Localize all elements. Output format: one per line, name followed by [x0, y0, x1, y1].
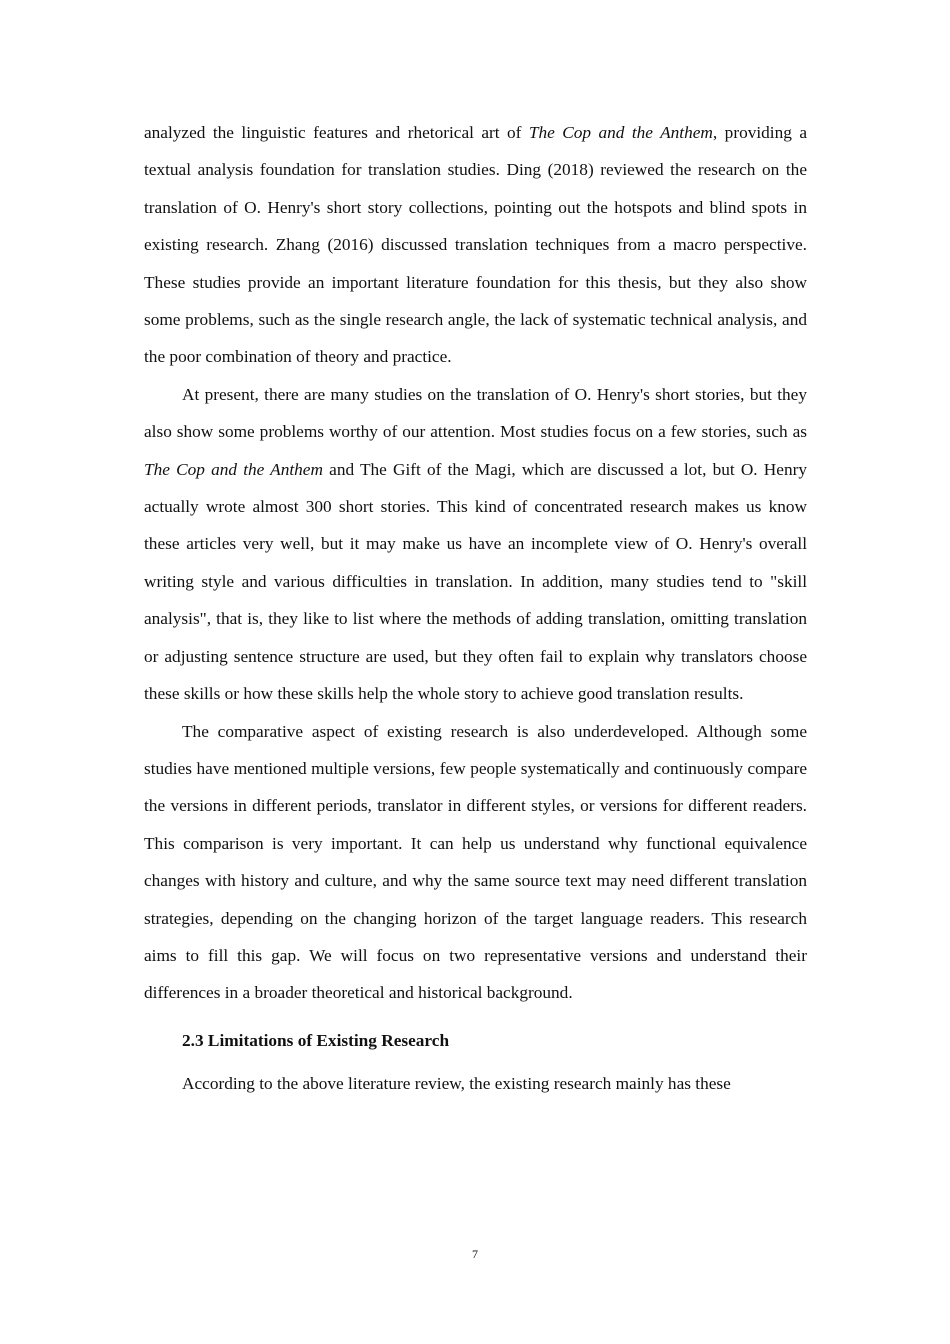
paragraph-text: and The Gift of the Magi, which are discussed a lot, but O. Henry actually wrote almost 300 short stories. This kind of concentrated research makes us know these articles very well, but it may make us have an incomplete view of O. Henry's overall writing style and various difficulties in translation. In addition, many studies tend to "skill analysis", that is, they like to list where the methods of adding translation, omitting translation or adjusting sentence structure are used, but they often fail to explain why translators choose these skills or how these skills help the whole story to achieve good translation results. — [144, 459, 807, 704]
paragraph-current-studies — [144, 376, 807, 713]
work-title: The Cop and the Anthem — [528, 123, 713, 142]
paragraph-text: , providing a textual analysis foundation for translation studies. Ding (2018) reviewed the research on the translation of O. Henry's short story collections, pointing out the hotspots and blind spots in existing research. Zhang (2016) discussed translation techniques from a macro perspective. These studies provide an important literature foundation for this thesis, but they also show some problems, such as the single research angle, the lack of systematic technical analysis, and the poor combination of theory and practice. — [144, 123, 807, 367]
document-body — [144, 114, 807, 1103]
paragraph-literature-foundation — [144, 114, 807, 376]
paragraph-text: analyzed the linguistic features and rhetorical art of — [144, 123, 529, 142]
paragraph-text: At present, there are many studies on the translation of O. Henry's short stories, but they also show some problems worthy of our attention. Most studies focus on a few stories, such as — [144, 384, 807, 442]
work-title: The Cop and the Anthem — [144, 459, 323, 479]
paragraph-limitations-intro: According to the above literature review, the existing research mainly has these — [182, 1074, 731, 1094]
paragraph-comparative-aspect: The comparative aspect of existing research is also underdeveloped. Although some studies have mentioned multiple versions, few people systematically and continuously compare the versions in different periods, translator in different styles, or versions for different readers. This comparison is very important. It can help us understand why functional equivalence changes with history and culture, and why the same source text may need different translation strategies, depending on the changing horizon of the target language readers. This research aims to fill this gap. We will focus on two representative versions and understand their differences in a broader theoretical and historical background. — [144, 721, 807, 1003]
page-number: 7 — [472, 1247, 478, 1261]
section-heading: 2.3 Limitations of Existing Research — [182, 1030, 450, 1050]
